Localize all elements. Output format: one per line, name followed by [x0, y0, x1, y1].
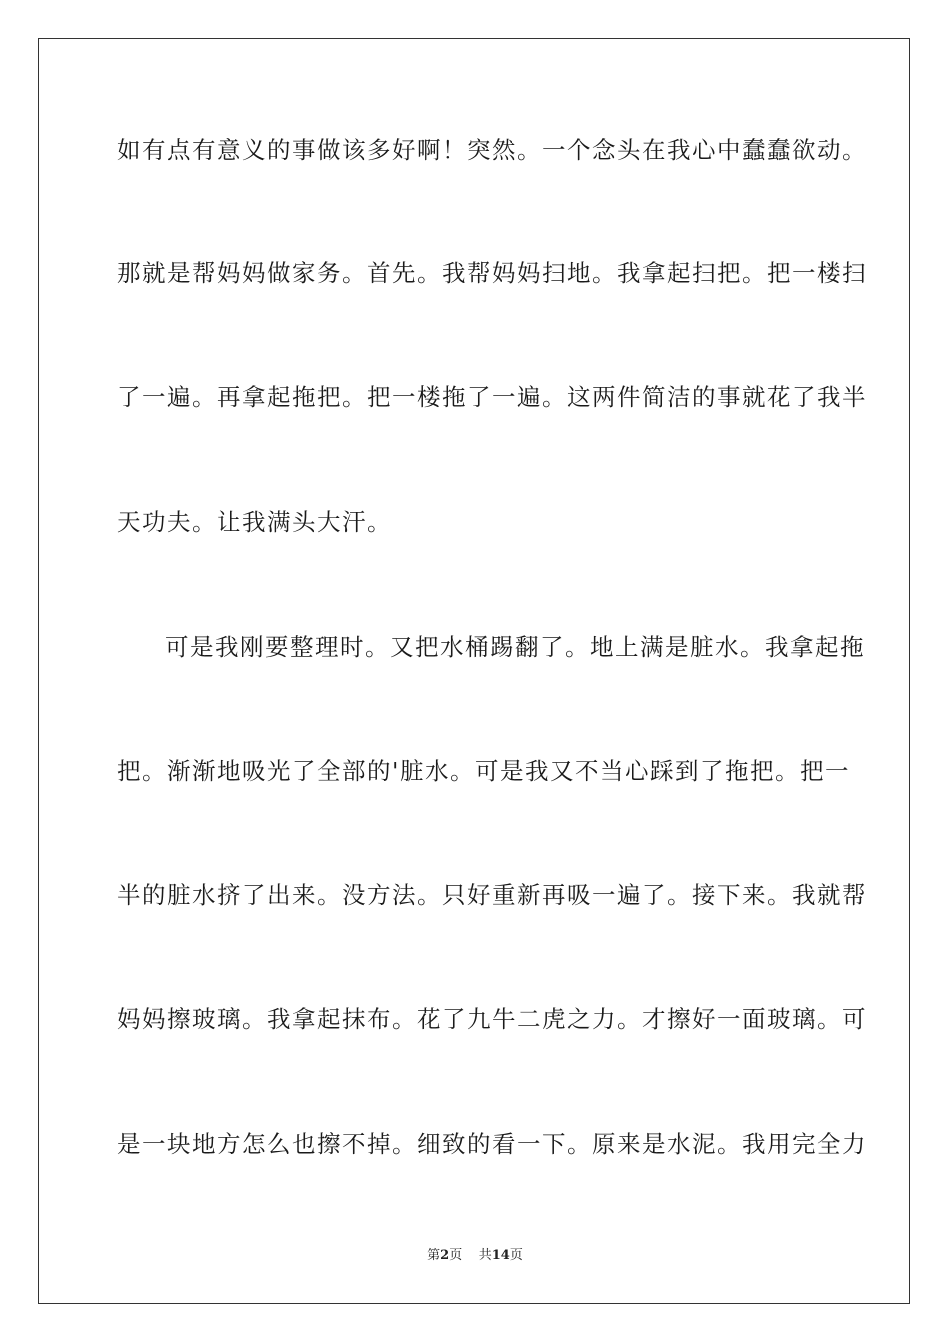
text-line-2: 那就是帮妈妈做家务。首先。我帮妈妈扫地。我拿起扫把。把一楼扫 — [117, 259, 867, 287]
text-line-9: 是一块地方怎么也擦不掉。细致的看一下。原来是水泥。我用完全力 — [117, 1130, 867, 1158]
text-line-8: 妈妈擦玻璃。我拿起抹布。花了九牛二虎之力。才擦好一面玻璃。可 — [117, 1005, 867, 1033]
text-line-7: 半的脏水挤了出来。没方法。只好重新再吸一遍了。接下来。我就帮 — [117, 881, 867, 909]
text-line-4: 天功夫。让我满头大汗。 — [117, 508, 392, 536]
page-border — [38, 38, 910, 1304]
page-footer — [0, 1247, 950, 1265]
text-line-6: 把。渐渐地吸光了全部的'脏水。可是我又不当心踩到了拖把。把一 — [117, 757, 850, 785]
text-line-1: 如有点有意义的事做该多好啊！突然。一个念头在我心中蠢蠢欲动。 — [117, 136, 867, 164]
text-line-5-paragraph-start: 可是我刚要整理时。又把水桶踢翻了。地上满是脏水。我拿起拖 — [165, 633, 865, 661]
text-line-3: 了一遍。再拿起拖把。把一楼拖了一遍。这两件简洁的事就花了我半 — [117, 383, 867, 411]
total-pages-label: 共14页 — [478, 1248, 523, 1263]
page-number-label: 第2页 — [427, 1248, 463, 1263]
